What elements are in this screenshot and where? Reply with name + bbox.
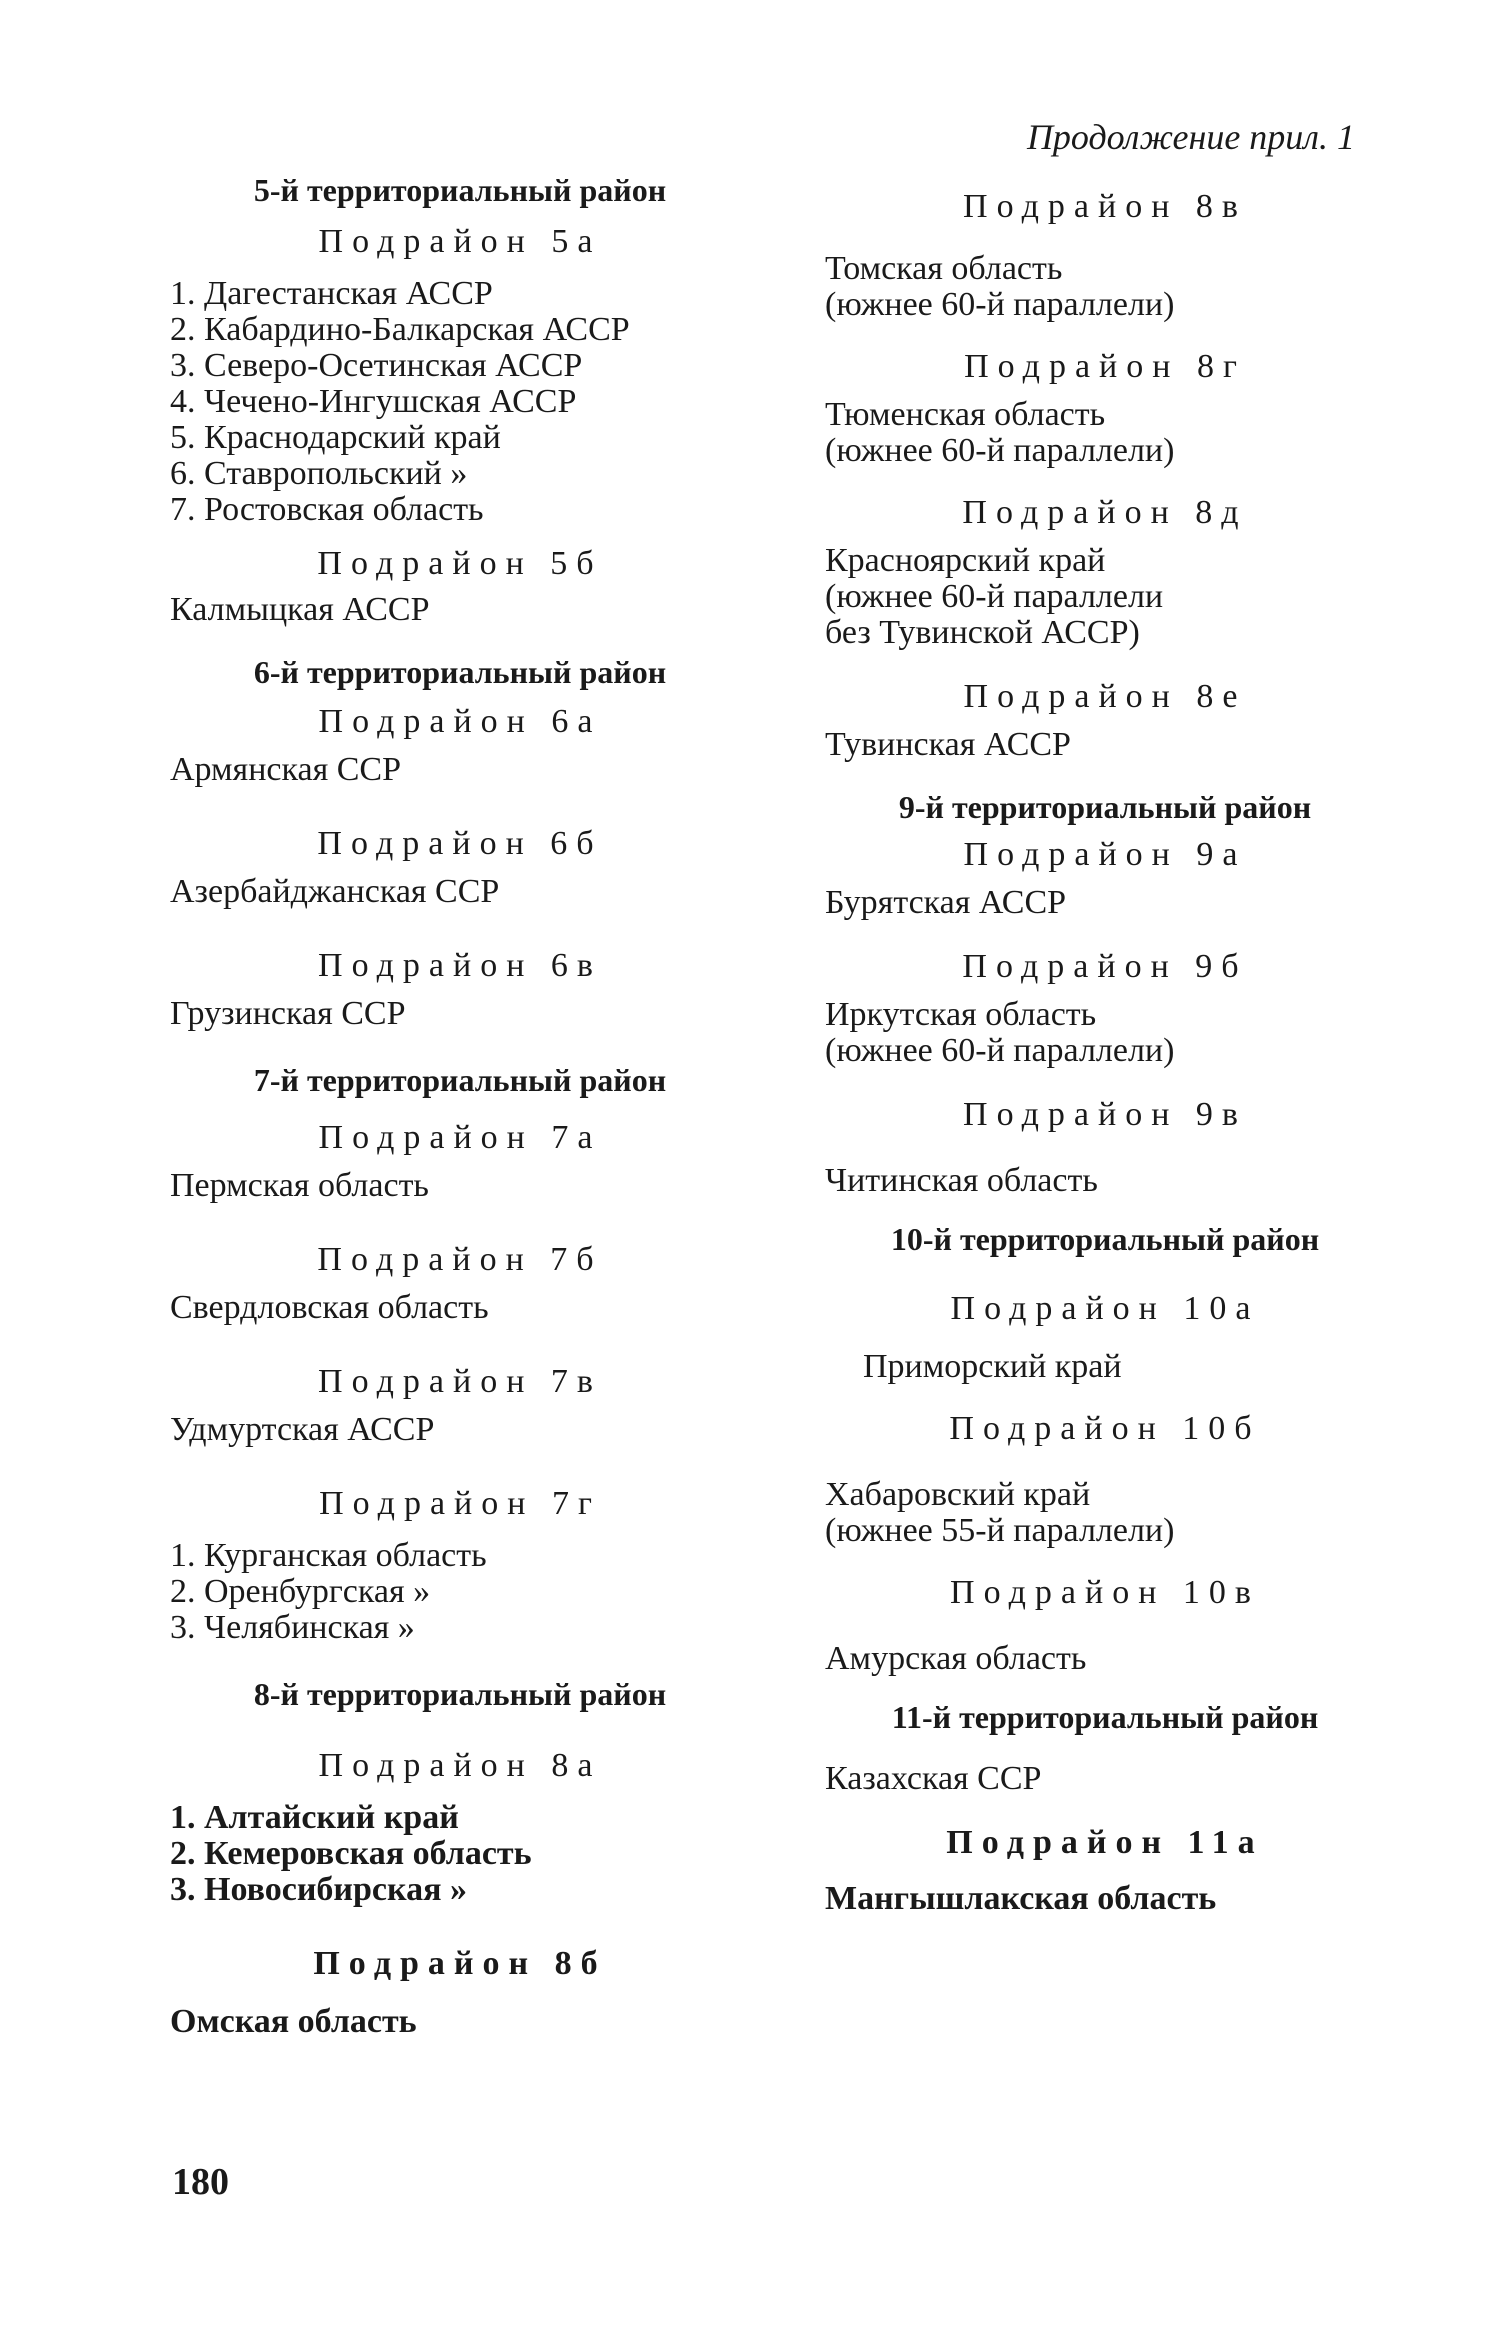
subdistrict-8v-heading: Подрайон 8в xyxy=(963,188,1247,225)
left-column xyxy=(170,168,750,2040)
continuation-note: Продолжение прил. 1 xyxy=(1026,117,1355,157)
district-11-text: Казахская ССР xyxy=(825,1760,1042,1797)
subdistrict-8b-text: Омская область xyxy=(170,2003,417,2040)
subdistrict-11a-heading: Подрайон 11а xyxy=(946,1824,1264,1861)
list-item: 3. Северо-Осетинская АССР xyxy=(170,347,583,384)
district-5-title: 5-й территориальный район xyxy=(253,172,667,208)
subdistrict-7b-text: Свердловская область xyxy=(170,1289,489,1326)
subdistrict-6v-text: Грузинская ССР xyxy=(170,995,406,1032)
list-item: 3. Новосибирская » xyxy=(170,1871,467,1908)
subdistrict-8g-line2: (южнее 60-й параллели) xyxy=(825,432,1175,469)
subdistrict-8e-text: Тувинская АССР xyxy=(825,726,1071,763)
subdistrict-8e-heading: Подрайон 8е xyxy=(963,678,1247,715)
subdistrict-8d-line3: без Тувинской АССР) xyxy=(825,614,1140,651)
district-11-title: 11-й территориальный район xyxy=(891,1699,1319,1735)
subdistrict-8d-heading: Подрайон 8д xyxy=(962,494,1248,531)
page-number: 180 xyxy=(172,2161,229,2203)
subdistrict-10b-line1: Хабаровский край xyxy=(825,1476,1091,1513)
subdistrict-8d-line2: (южнее 60-й параллели xyxy=(825,578,1164,615)
subdistrict-8d-line1: Красноярский край xyxy=(825,542,1106,579)
list-item: 6. Ставропольский » xyxy=(170,455,468,492)
list-item: 2. Кабардино-Балкарская АССР xyxy=(170,311,630,348)
subdistrict-6b-heading: Подрайон 6б xyxy=(317,825,603,862)
subdistrict-6a-text: Армянская ССР xyxy=(170,751,401,788)
subdistrict-9a-heading: Подрайон 9а xyxy=(963,836,1247,873)
subdistrict-7b-heading: Подрайон 7б xyxy=(317,1241,603,1278)
subdistrict-7v-text: Удмуртская АССР xyxy=(170,1411,435,1448)
list-item: 4. Чечено-Ингушская АССР xyxy=(170,383,577,420)
subdistrict-6v-heading: Подрайон 6в xyxy=(318,947,602,984)
subdistrict-10v-heading: Подрайон 10в xyxy=(950,1574,1260,1611)
subdistrict-8g-heading: Подрайон 8г xyxy=(964,348,1246,385)
district-9-title: 9-й территориальный район xyxy=(898,789,1312,825)
subdistrict-10a-heading: Подрайон 10а xyxy=(950,1290,1260,1327)
subdistrict-9b-heading: Подрайон 9б xyxy=(962,948,1248,985)
subdistrict-10b-heading: Подрайон 10б xyxy=(949,1410,1261,1447)
subdistrict-9b-line1: Иркутская область xyxy=(825,996,1097,1033)
list-item: 1. Алтайский край xyxy=(170,1799,459,1836)
subdistrict-6a-heading: Подрайон 6а xyxy=(318,703,602,740)
subdistrict-10b-line2: (южнее 55-й параллели) xyxy=(825,1512,1175,1549)
subdistrict-10a-text: Приморский край xyxy=(863,1348,1122,1385)
subdistrict-8v-line1: Томская область xyxy=(825,250,1063,287)
subdistrict-11a-text: Мангышлакская область xyxy=(825,1880,1217,1917)
subdistrict-10v-text: Амурская область xyxy=(825,1640,1087,1677)
subdistrict-7g-list xyxy=(170,1538,750,1646)
subdistrict-8g-line1: Тюменская область xyxy=(825,396,1106,433)
subdistrict-9b-line2: (южнее 60-й параллели) xyxy=(825,1032,1175,1069)
subdistrict-8a-heading: Подрайон 8а xyxy=(318,1747,602,1784)
subdistrict-8a-list xyxy=(170,1800,750,1908)
district-6-title: 6-й территориальный район xyxy=(253,654,667,690)
subdistrict-8b-heading: Подрайон 8б xyxy=(313,1945,607,1982)
subdistrict-7a-text: Пермская область xyxy=(170,1167,429,1204)
subdistrict-5b-heading: Подрайон 5б xyxy=(317,545,603,582)
list-item: 1. Дагестанская АССР xyxy=(170,275,493,312)
list-item: 2. Оренбургская » xyxy=(170,1573,431,1610)
list-item: 7. Ростовская область xyxy=(170,491,484,528)
list-item: 2. Кемеровская область xyxy=(170,1835,532,1872)
subdistrict-5a-heading: Подрайон 5а xyxy=(318,223,602,260)
subdistrict-9v-text: Читинская область xyxy=(825,1162,1098,1199)
subdistrict-6b-text: Азербайджанская ССР xyxy=(170,873,500,910)
subdistrict-7v-heading: Подрайон 7в xyxy=(318,1363,602,1400)
district-7-title: 7-й территориальный район xyxy=(253,1062,667,1098)
subdistrict-9v-heading: Подрайон 9в xyxy=(963,1096,1247,1133)
subdistrict-7g-heading: Подрайон 7г xyxy=(319,1485,601,1522)
list-item: 3. Челябинская » xyxy=(170,1609,415,1646)
right-column xyxy=(825,185,1385,1917)
list-item: 5. Краснодарский край xyxy=(170,419,501,456)
subdistrict-8v-line2: (южнее 60-й параллели) xyxy=(825,286,1175,323)
subdistrict-5a-list xyxy=(170,276,750,528)
district-10-title: 10-й территориальный район xyxy=(890,1221,1320,1257)
subdistrict-7a-heading: Подрайон 7а xyxy=(318,1119,602,1156)
district-8-title: 8-й территориальный район xyxy=(253,1676,667,1712)
subdistrict-5b-text: Калмыцкая АССР xyxy=(170,591,430,628)
subdistrict-9a-text: Бурятская АССР xyxy=(825,884,1067,921)
list-item: 1. Курганская область xyxy=(170,1537,487,1574)
